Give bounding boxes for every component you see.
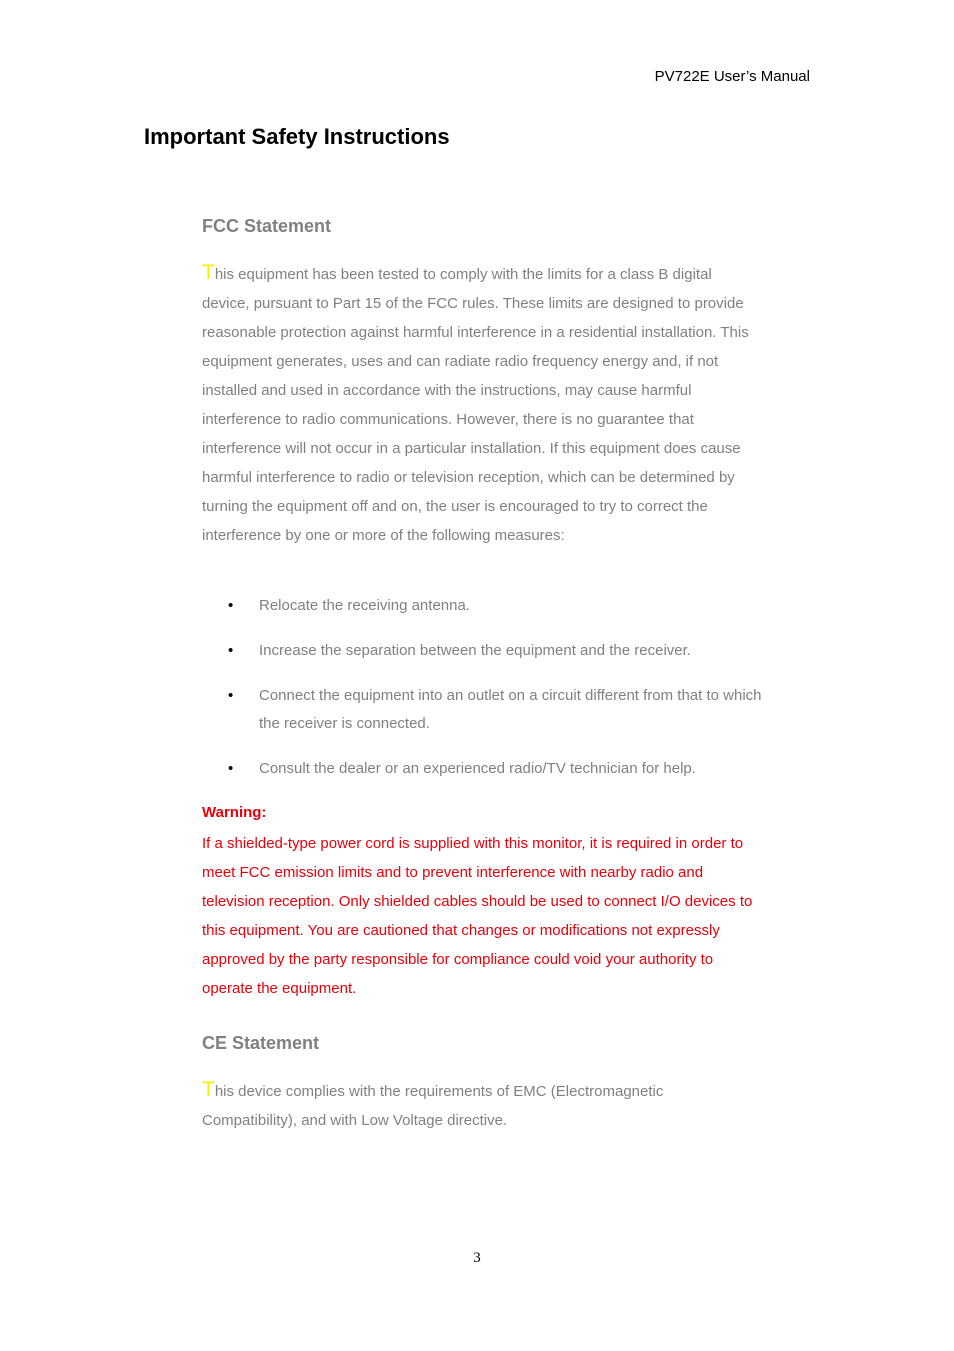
warning-label: Warning:	[202, 804, 267, 821]
fcc-dropcap: T	[202, 261, 215, 284]
ce-dropcap: T	[202, 1078, 215, 1101]
fcc-body-text: his equipment has been tested to comply with the limits for a class B digital device, pursuant to Part 15 of the FCC rules. These limits are designed to provide reasonable protection against harmful interference in a residential installation. This equipment generates, uses and can radiate radio frequency energy and, if not installed and used in accordance with the instructions, may cause harmful interference to radio communications. However, there is no guarantee that interference will not occur in a particular installation. If this equipment does cause harmful interference to radio or television reception, which can be determined by turning the equipment off and on, the user is encouraged to try to correct the interference by one or more of the following measures:	[202, 266, 749, 544]
warning-body: If a shielded-type power cord is supplied with this monitor, it is required in order to meet FCC emission limits and to prevent interference with nearby radio and television reception. Only shielded cables should be used to connect I/O devices to this equipment. You are cautioned that changes or modifications not expressly approved by the party responsible for compliance could void your authority to operate the equipment.	[202, 835, 753, 997]
bullet-icon: •	[228, 597, 234, 614]
page-number: 3	[473, 1250, 481, 1266]
fcc-statement-heading: FCC Statement	[202, 216, 332, 236]
ce-statement-body	[202, 1075, 762, 1135]
list-item	[228, 755, 768, 783]
bullet-icon: •	[228, 642, 234, 659]
list-item	[228, 637, 768, 665]
measure-text: Relocate the receiving antenna.	[259, 597, 470, 614]
list-item	[228, 592, 768, 620]
measure-text: Connect the equipment into an outlet on a circuit different from that to which the receiver is connected.	[259, 687, 762, 732]
ce-body-text: his device complies with the requirements of EMC (Electromagnetic Compatibility), and with Low Voltage directive.	[202, 1083, 664, 1129]
measure-text: Increase the separation between the equipment and the receiver.	[259, 642, 691, 659]
bullet-icon: •	[228, 760, 234, 777]
ce-statement-heading: CE Statement	[202, 1033, 320, 1053]
measures-list	[228, 592, 768, 800]
page-title: Important Safety Instructions	[144, 124, 450, 149]
fcc-statement-body	[202, 258, 762, 550]
running-header: PV722E User’s Manual	[654, 68, 810, 85]
list-item	[228, 682, 768, 738]
measure-text: Consult the dealer or an experienced radio/TV technician for help.	[259, 760, 696, 777]
bullet-icon: •	[228, 687, 234, 704]
